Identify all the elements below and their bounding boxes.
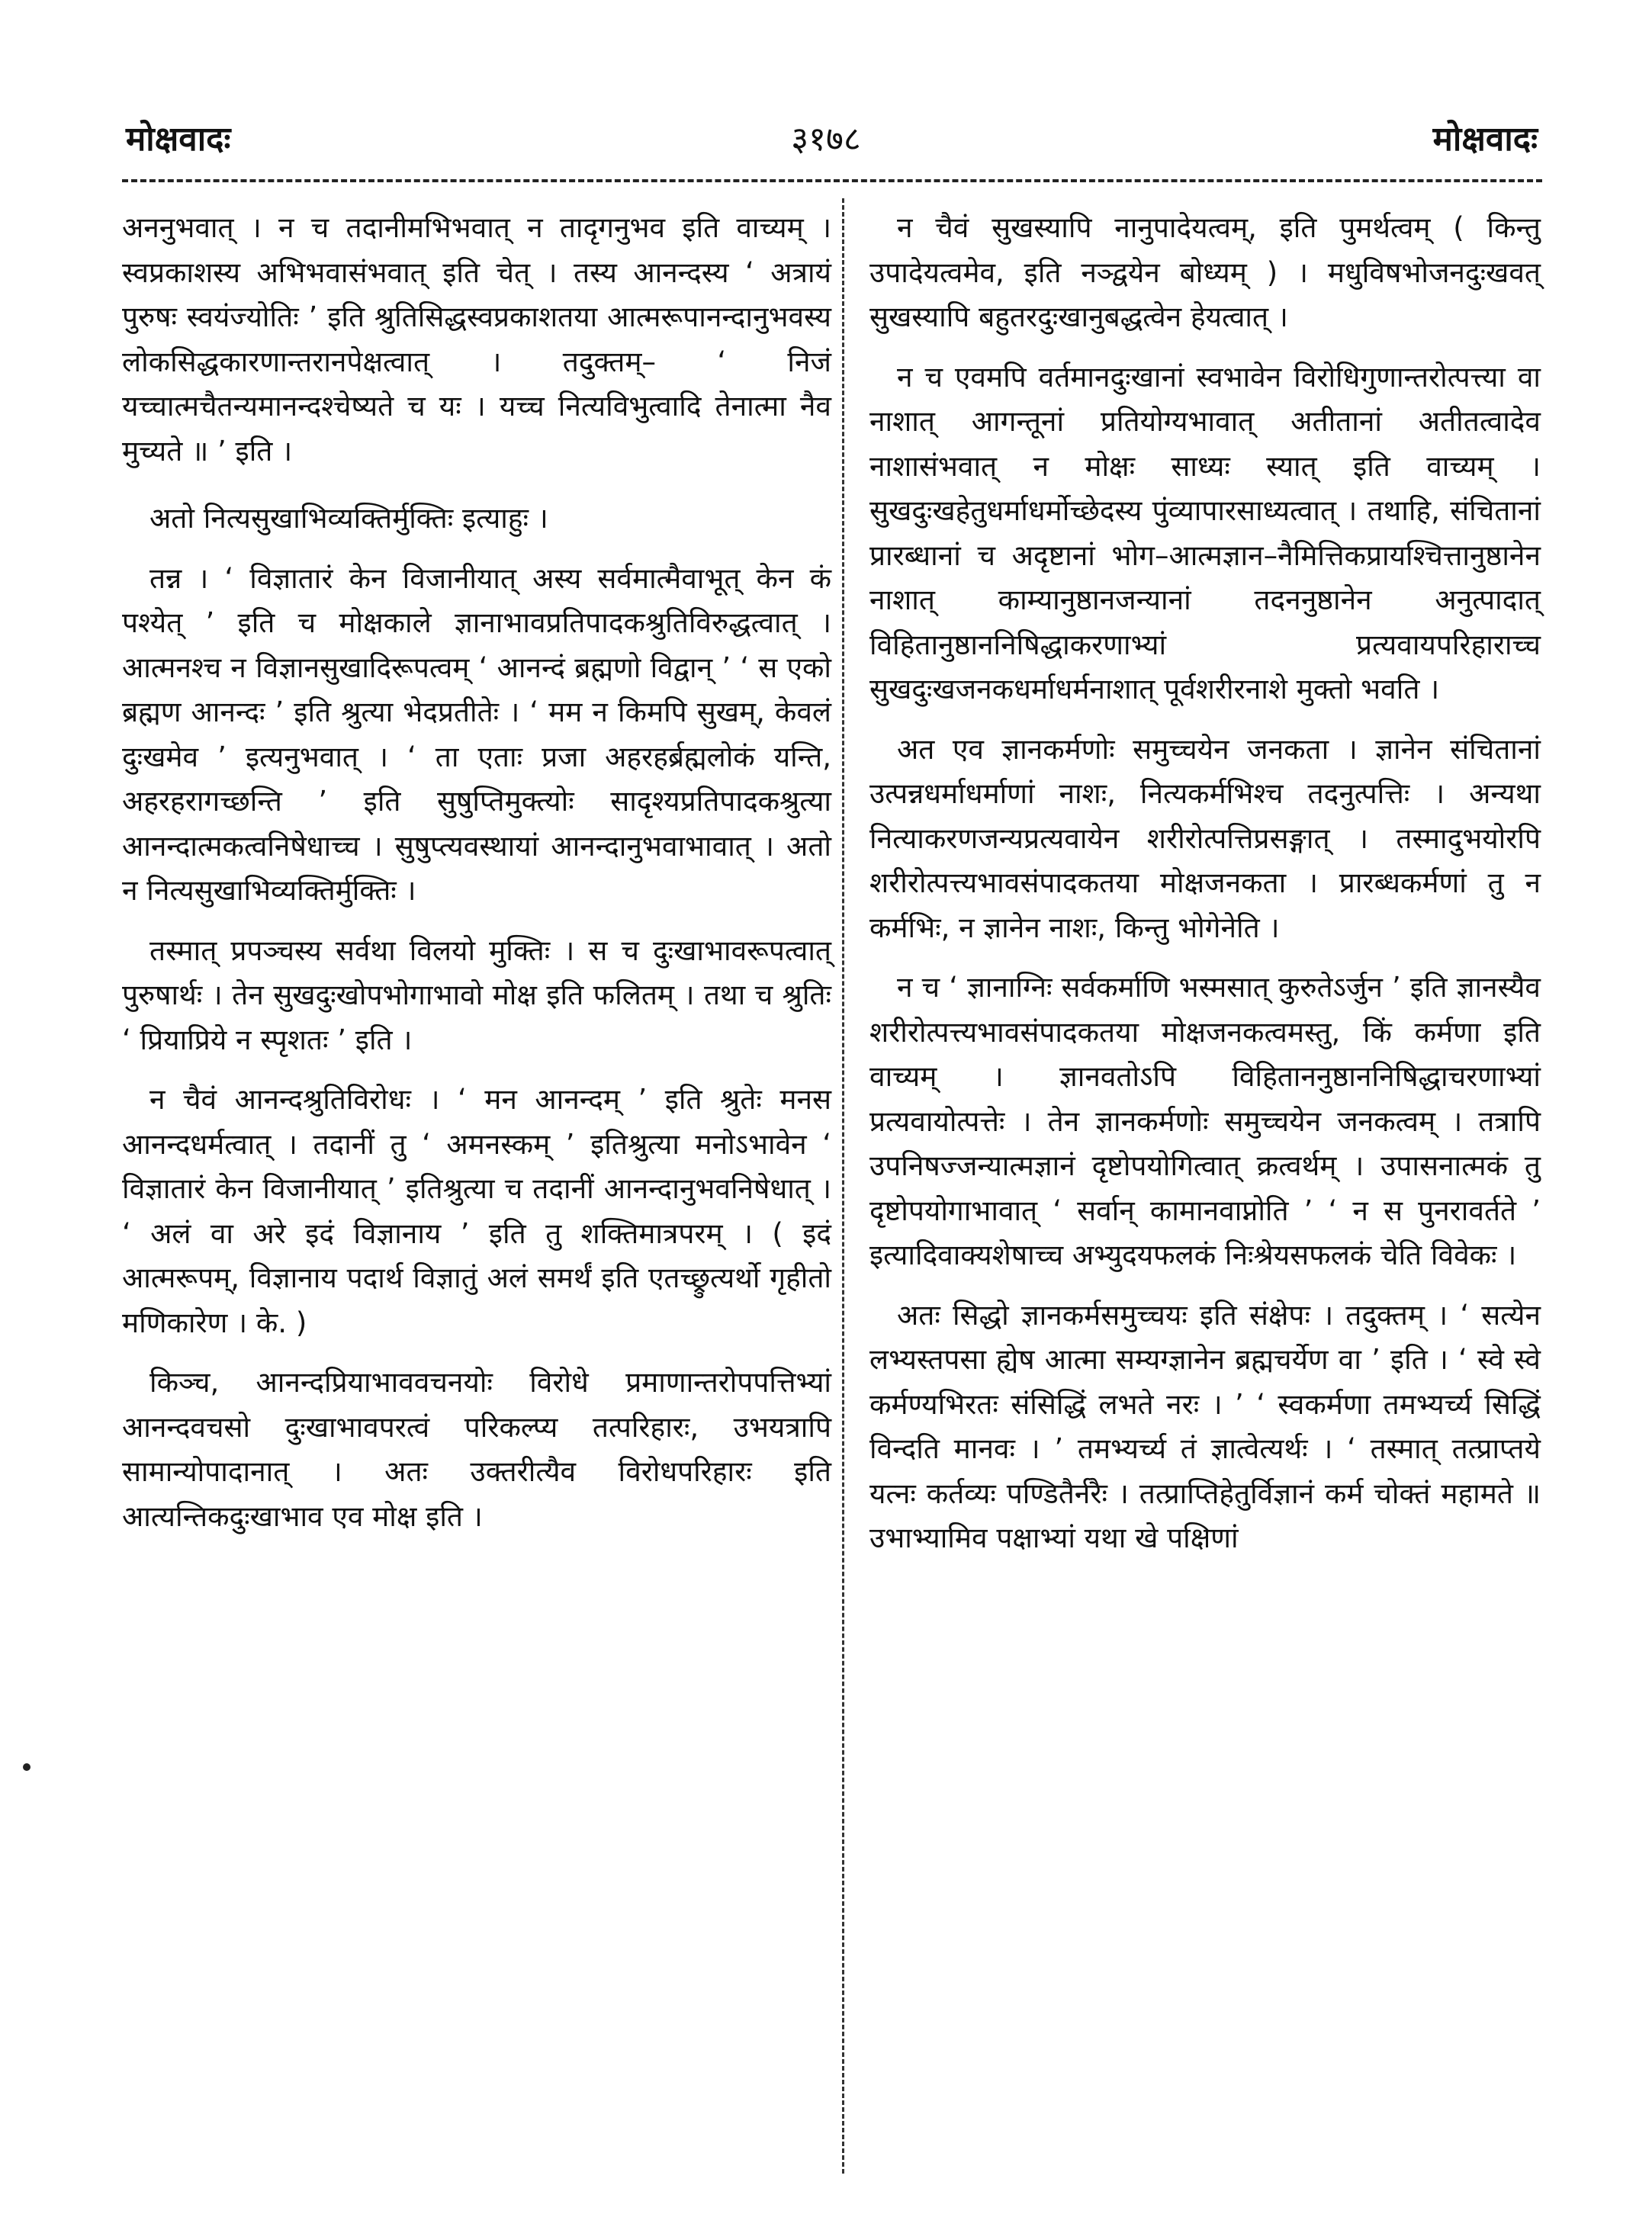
header-rule <box>122 179 1542 182</box>
paragraph: न च एवमपि वर्तमानदुःखानां स्वभावेन विरोधिगुणान्तरोत्पत्त्या वा नाशात् आगन्तूनां प्रतियोग्यभावात् अतीतानां अतीतत्वादेव नाशासंभवात् न मोक्षः साध्यः स्यात् इति वाच्यम् । सुखदुःखहेतुधर्माधर्मोच्छेदस्य पुंव्यापारसाध्यत्वात् । तथाहि, संचितानां प्रारब्धानां च अदृष्टानां भोग–आत्मज्ञान–नैमित्तिकप्रायश्चित्तानुष्ठानेन नाशात् काम्यानुष्ठानजन्यानां तदननुष्ठानेन अनुत्पादात् विहितानुष्ठाननिषिद्धाकरणाभ्यां प्रत्यवायपरिहाराच्च सुखदुःखजनकधर्माधर्मनाशात् पूर्वशरीरनाशे मुक्तो भवति । <box>869 360 1541 705</box>
right-column <box>869 206 1541 1576</box>
paragraph: तन्न । ‘ विज्ञातारं केन विजानीयात् अस्य सर्वमात्मैवाभूत् केन कं पश्येत् ’ इति च मोक्षकाले ज्ञानाभावप्रतिपादकश्रुतिविरुद्धत्वात् । आत्मनश्च न विज्ञानसुखादिरूपत्वम् ‘ आनन्दं ब्रह्मणो विद्वान् ’ ‘ स एको ब्रह्मण आनन्दः ’ इति श्रुत्या भेदप्रतीतेः । ‘ मम न किमपि सुखम्, केवलं दुःखमेव ’ इत्यनुभवात् । ‘ ता एताः प्रजा अहरहर्ब्रह्मलोकं यन्ति, अहरहरागच्छन्ति ’ इति सुषुप्तिमुक्त्योः सादृश्यप्रतिपादकश्रुत्या आनन्दात्मकत्वनिषेधाच्च । सुषुप्त्यवस्थायां आनन्दानुभवाभावात् । अतो न नित्यसुखाभिव्यक्तिर्मुक्तिः । <box>122 561 831 907</box>
paragraph: किञ्च, आनन्दप्रियाभाववचनयोः विरोधे प्रमाणान्तरोपपत्तिभ्यां आनन्दवचसो दुःखाभावपरत्वं परिकल्प्य तत्परिहारः, उभयत्रापि सामान्योपादानात् । अतः उक्तरीत्यैव विरोधपरिहारः इति आत्यन्तिकदुःखाभाव एव मोक्ष इति । <box>122 1366 831 1533</box>
paragraph: अननुभवात् । न च तदानीमभिभवात् न तादृगनुभव इति वाच्यम् । स्वप्रकाशस्य अभिभवासंभवात् इति चेत् । तस्य आनन्दस्य ‘ अत्रायं पुरुषः स्वयंज्योतिः ’ इति श्रुतिसिद्धस्वप्रकाशतया आत्मरूपानन्दानुभवस्य लोकसिद्धकारणान्तरानपेक्षत्वात् । तदुक्तम्– ‘ निजं यच्चात्मचैतन्यमानन्दश्चेष्यते च यः । यच्च नित्यविभुत्वादि तेनात्मा नैव मुच्यते ॥ ’ इति । <box>122 211 831 468</box>
paragraph: न चैवं आनन्दश्रुतिविरोधः । ‘ मन आनन्दम् ’ इति श्रुतेः मनस आनन्दधर्मत्वात् । तदानीं तु ‘ अमनस्कम् ’ इतिश्रुत्या मनोऽभावेन ‘ विज्ञातारं केन विजानीयात् ’ इतिश्रुत्या च तदानीं आनन्दानुभवनिषेधात् । ‘ अलं वा अरे इदं विज्ञानाय ’ इति तु शक्तिमात्रपरम् । ( इदं आत्मरूपम्, विज्ञानाय पदार्थ विज्ञातुं अलं समर्थं इति एतच्छ्रुत्यर्थो गृहीतो मणिकारेण । के. ) <box>122 1083 831 1339</box>
paragraph: अतः सिद्धो ज्ञानकर्मसमुच्चयः इति संक्षेपः । तदुक्तम् । ‘ सत्येन लभ्यस्तपसा ह्येष आत्मा सम्यग्ज्ञानेन ब्रह्मचर्येण वा ’ इति । ‘ स्वे स्वे कर्मण्यभिरतः संसिद्धिं लभते नरः । ’ ‘ स्वकर्मणा तमभ्यर्च्य सिद्धिं विन्दति मानवः । ’ तमभ्यर्च्य तं ज्ञात्वेत्यर्थः । ‘ तस्मात् तत्प्राप्तये यत्नः कर्तव्यः पण्डितैर्नरैः । तत्प्राप्तिहेतुर्विज्ञानं कर्म चोक्तं महामते ॥ उभाभ्यामिव पक्षाभ्यां यथा खे पक्षिणां <box>869 1298 1541 1554</box>
paragraph: तस्मात् प्रपञ्चस्य सर्वथा विलयो मुक्तिः । स च दुःखाभावरूपत्वात् पुरुषार्थः । तेन सुखदुःखोपभोगाभावो मोक्ष इति फलितम् । तथा च श्रुतिः ‘ प्रियाप्रिये न स्पृशतः ’ इति । <box>122 933 831 1056</box>
page-number: ३१७८ <box>791 120 861 159</box>
running-header-left: मोक्षवादः <box>126 120 231 159</box>
paragraph: अतो नित्यसुखाभिव्यक्तिर्मुक्तिः इत्याहुः । <box>149 502 548 535</box>
running-header-right: मोक्षवादः <box>1432 120 1538 159</box>
paragraph: न चैवं सुखस्यापि नानुपादेयत्वम्, इति पुमर्थत्वम् ( किन्तु उपादेयत्वमेव, इति नञ्द्वयेन बोध्यम् ) । मधुविषभोजनदुःखवत् सुखस्यापि बहुतरदुःखानुबद्धत्वेन हेयत्वात् । <box>869 211 1541 333</box>
paragraph: न च ‘ ज्ञानाग्निः सर्वकर्माणि भस्मसात् कुरुतेऽर्जुन ’ इति ज्ञानस्यैव शरीरोत्पत्त्यभावसंपादकतया मोक्षजनकत्वमस्तु, किं कर्मणा इति वाच्यम् । ज्ञानवतोऽपि विहिताननुष्ठाननिषिद्धाचरणाभ्यां प्रत्यवायोत्पत्तेः । तेन ज्ञानकर्मणोः समुच्चयेन जनकत्वम् । तत्रापि उपनिषज्जन्यात्मज्ञानं दृष्टोपयोगित्वात् क्रत्वर्थम् । उपासनात्मकं तु दृष्टोपयोगाभावात् ‘ सर्वान् कामानवाप्नोति ’ ‘ न स पुनरावर्तते ’ इत्यादिवाक्यशेषाच्च अभ्युदयफलकं निःश्रेयसफलकं चेति विवेकः । <box>869 971 1541 1271</box>
paragraph: अत एव ज्ञानकर्मणोः समुच्चयेन जनकता । ज्ञानेन संचितानां उत्पन्नधर्माधर्माणां नाशः, नित्यकर्मभिश्च तदनुत्पत्तिः । अन्यथा नित्याकरणजन्यप्रत्यवायेन शरीरोत्पत्तिप्रसङ्गात् । तस्मादुभयोरपि शरीरोत्पत्त्यभावसंपादकतया मोक्षजनकता । प्रारब्धकर्मणां तु न कर्मभिः, न ज्ञानेन नाशः, किन्तु भोगेनेति । <box>869 732 1541 944</box>
column-divider <box>842 198 844 2174</box>
margin-dot <box>23 1763 31 1771</box>
left-column <box>122 206 831 1554</box>
